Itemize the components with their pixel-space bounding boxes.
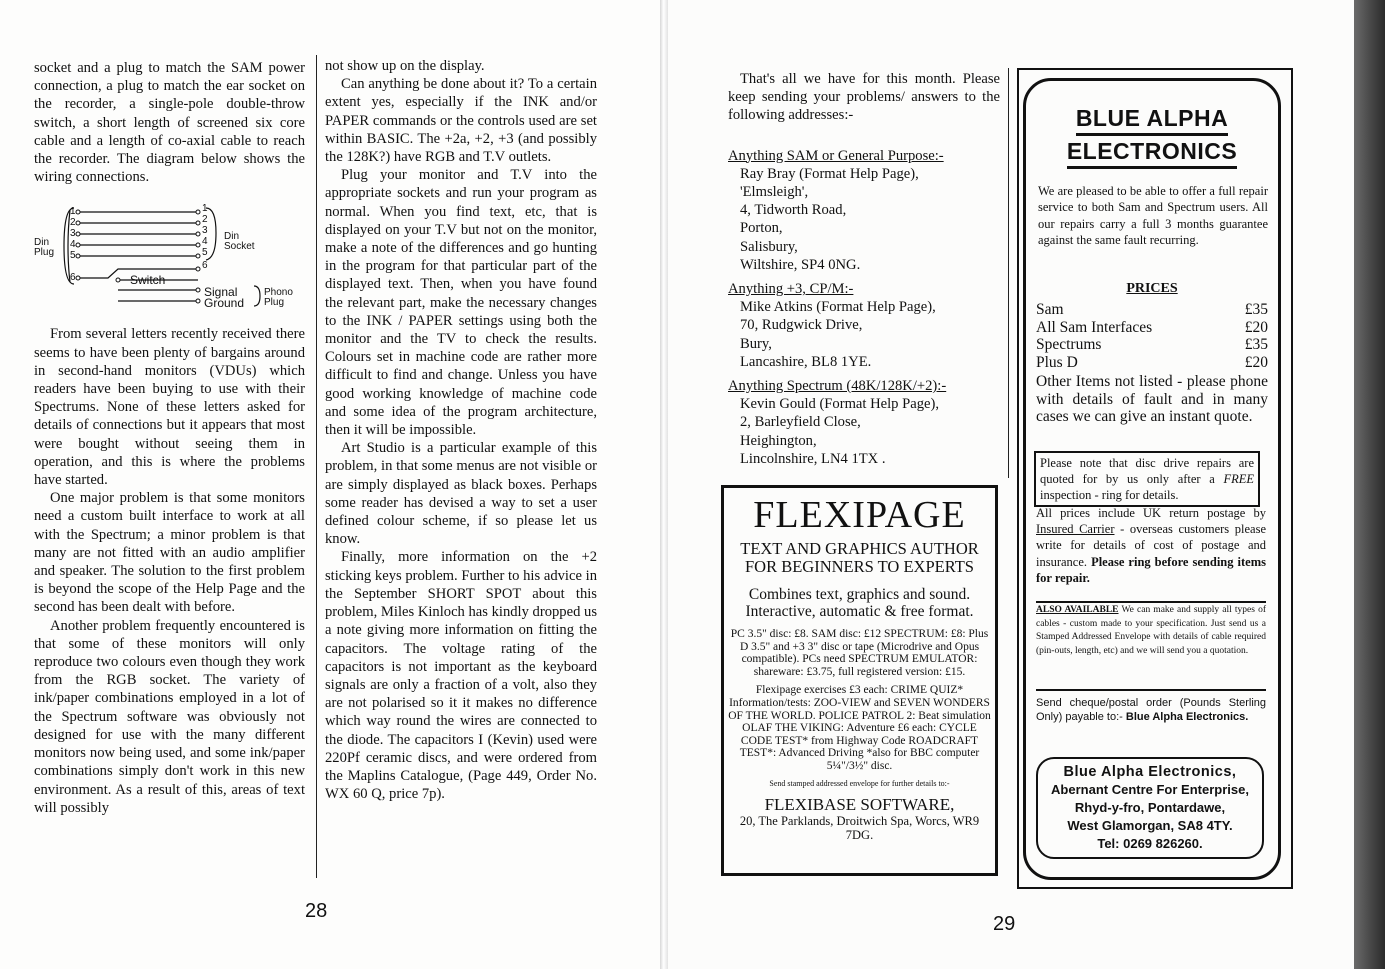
flexipage-title: FLEXIPAGE (753, 494, 966, 536)
cheque-payee: Blue Alpha Electronics. (1125, 711, 1249, 723)
also-available (1036, 601, 1266, 658)
notice-text: inspection - ring for details. (1040, 488, 1179, 502)
flexipage-address: 20, The Parklands, Droitwich Spa, Worcs, WR9 7DG. (739, 813, 980, 842)
pin-left-5: 5 (70, 250, 76, 262)
prices-heading: PRICES (1126, 281, 1178, 296)
price-row (1036, 354, 1268, 372)
address-line: Salisbury, (740, 238, 798, 255)
pin-left-4: 4 (70, 239, 76, 251)
flexipage-pricing: PC 3.5" disc: £8. SAM disc: £12 SPECTRUM: £8: Plus D 3.5" and +3 3" disc or tape (Microdrive and Opus compatible). PCs need SPECTRUM EMULATOR: shareware: £3.75, full registered version: £15. (730, 628, 989, 678)
address-line: Wiltshire, SP4 0NG. (740, 256, 861, 273)
price-item: All Sam Interfaces (1036, 318, 1153, 336)
address-line: Abernant Centre For Enterprise, (1051, 782, 1249, 797)
insured-carrier: Insured Carrier (1036, 522, 1115, 537)
logo-line-2: ELECTRONICS (1067, 136, 1237, 169)
notice-free: FREE (1223, 472, 1254, 486)
notice-text: Please note that disc drive repairs are quoted for by us only after a (1040, 456, 1254, 486)
right-column (325, 57, 597, 803)
flexipage-advert (721, 485, 998, 876)
pin-right-6: 6 (202, 260, 208, 272)
price-item: Sam (1036, 301, 1064, 318)
scan-edge (1354, 0, 1385, 969)
address-line: Lincolnshire, LN4 1TX . (740, 450, 886, 467)
address-block-plus3 (728, 280, 1000, 371)
other-items-text: Other Items not listed - please phone with details of fault and in many cases we can give an instant quote. (1036, 372, 1268, 426)
pin-right-1: 1 (202, 203, 208, 215)
address-heading: Anything SAM or General Purpose:- (728, 147, 944, 164)
address-line: Heighington, (740, 432, 817, 449)
blue-alpha-advert (1023, 78, 1281, 880)
logo-line-1: BLUE ALPHA (1076, 103, 1228, 136)
address-line: West Glamorgan, SA8 4TY. (1067, 818, 1233, 833)
also-heading: ALSO AVAILABLE (1036, 605, 1119, 615)
price-item: Spectrums (1036, 336, 1102, 354)
column-divider (1008, 68, 1009, 478)
page-gutter (660, 0, 668, 969)
postage-info (1036, 505, 1266, 586)
ground-label: Ground (204, 296, 245, 311)
postage-text: All prices include UK return postage by (1036, 506, 1266, 520)
blue-alpha-address (1036, 757, 1264, 859)
switch-label: Switch (130, 273, 166, 288)
flexipage-company: FLEXIBASE SOFTWARE, (764, 794, 955, 814)
closing-intro: That's all we have for this month. Please keep sending your problems/ answers to the following addresses:- (728, 71, 1000, 124)
address-line: 'Elmsleigh', (740, 184, 809, 201)
address-block-spectrum (728, 377, 1000, 468)
address-line: Ray Bray (Format Help Page), (740, 165, 919, 182)
left-column (34, 59, 305, 817)
address-heading: Anything +3, CP/M:- (728, 281, 854, 298)
address-line: 70, Rudgwick Drive, (740, 317, 863, 334)
price-row (1036, 301, 1268, 319)
pin-right-3: 3 (202, 225, 208, 237)
flexipage-envelope-note: Send stamped addressed envelope for further details to:- (769, 778, 950, 788)
cheque-text: Send cheque/postal order (Pounds Sterling Only) payable to:- (1036, 697, 1266, 723)
flexipage-features: Combines text, graphics and sound. Interactive, automatic & free format. (745, 586, 974, 620)
col2-paragraph: not show up on the display. (325, 58, 485, 74)
disc-drive-notice (1034, 451, 1260, 507)
pin-left-1: 1 (70, 206, 76, 218)
address-phone: Tel: 0269 826260. (1097, 836, 1203, 851)
pin-left-2: 2 (70, 217, 76, 229)
price-row (1036, 319, 1268, 337)
pin-left-6: 6 (70, 272, 76, 284)
column-divider (316, 55, 317, 878)
col1-paragraph: Another problem frequently encountered is that some of these monitors will only reproduce two colours even though they work from the RGB socket. The variety of ink/paper combinations employed in a lot of the Spectrum software was obviously not designed for use with the many different monitors now being used, and some ink/paper combinations simply don't work in this new environment. As a result of this, areas of text will possibly (34, 617, 305, 816)
flexipage-exercises: Flexipage exercises £3 each: CRIME QUIZ* Information/tests: ZOO-VIEW and SEVEN WONDERS OF THE WORLD. POLICE PATROL 2: Beat simulation OLAF THE VIKING: Adventure £6 each: CYCLE CODE TEST* from Highway Code ROADCRAFT TEST*: Advanced Driving *also for BBC computer 5¼"/3½" disc. (728, 684, 991, 772)
address-line: 4, Tidworth Road, (740, 202, 847, 219)
col2-paragraph: Can anything be done about it? To a certain extent yes, especially if the INK and/or PAPER commands or the controls used are set within BASIC. The +2a, +2, +3 (and possibly the 128K?) have RGB and T.V outlets. (325, 76, 597, 166)
address-line: Lancashire, BL8 1YE. (740, 353, 872, 370)
price-value: £20 (1244, 318, 1268, 336)
right-page (668, 0, 1354, 969)
din-socket-label: Din Socket (224, 231, 255, 253)
phono-plug-label: Phono Plug (264, 287, 293, 309)
pin-right-5: 5 (202, 247, 208, 259)
pin-left-3: 3 (70, 228, 76, 240)
col1-paragraph: socket and a plug to match the SAM power connection, a plug to match the ear socket on the recorder, a single-pole double-throw switch, a short length of screened six core cable and a length of co-axial cable to reach the recorder. The diagram below shows the wiring connections. (34, 60, 305, 186)
col1-paragraph: One major problem is that some monitors need a custom built interface to work at all with the Spectrum; a minor problem is that many are not fitted with an audio amplifier and speaker. The solution to the first problem is beyond the scope of the Help Page and the second has been dealt with before. (34, 490, 305, 616)
col2-paragraph: Plug your monitor and T.V into the appropriate sockets and run your program as normal. When you find text, etc, that is displayed on your T.V but not on the monitor, make a note of the differences and go hunting in the program for that particular part of the displayed text. Then, when you have found the relevant part, make the necessary changes to the INK / PAPER settings using both the monitor and the TV to check the results. Colours set in machine code are rather more difficult to find and change. Unless you have good working knowledge of machine code and some idea of the program architecture, then it will be impossible. (325, 167, 597, 439)
address-line: Bury, (740, 335, 772, 352)
pin-right-2: 2 (202, 214, 208, 226)
address-line: Rhyd-y-fro, Pontardawe, (1074, 800, 1226, 815)
address-brand: Blue Alpha Electronics, (1063, 764, 1237, 780)
left-page (0, 0, 660, 969)
blue-alpha-logo (1026, 103, 1278, 169)
also-text: We can make and supply all types of cables - custom made to your specification. Just send us a Stamped Addressed Envelope with details of cable required (pin-outs, length, etc) and we will send you a quotation. (1036, 605, 1266, 656)
signal-label: Signal (204, 285, 238, 300)
price-value: £35 (1244, 336, 1268, 354)
postage-warning: Please ring before sending items for repair. (1036, 554, 1266, 585)
col2-paragraph: Finally, more information on the +2 sticking keys problem. Further to his advice in the September SHORT SPOT about this problem, Miles Kinloch has kindly dropped us a note giving more information on fitting the capacitors. The voltage rating of the capacitors is not important as the keyboard signals are only a fraction of a volt, also they are not polarised so it it makes no difference which way round the wires are connected to the diode. The capacitors I (Kevin) used were 220Pf ceramic discs, and were ordered from the Maplins Catalogue, (Page 449, Order No. WX 60 Q, price 7p). (325, 549, 597, 803)
addresses-column (728, 70, 1000, 474)
price-list (1036, 301, 1268, 426)
price-value: £35 (1244, 301, 1268, 318)
address-line: 2, Barleyfield Close, (740, 414, 861, 431)
blue-alpha-intro: We are pleased to be able to offer a full repair service to both Sam and Spectrum users. All our repairs carry a full 3 months guarantee against the same fault recurring. (1038, 184, 1268, 247)
price-row (1036, 336, 1268, 354)
page-number-left: 28 (305, 900, 328, 922)
price-item: Plus D (1036, 354, 1078, 372)
address-block-sam (728, 147, 1000, 274)
cheque-info (1036, 689, 1266, 724)
postage-text: - overseas customers please write for details of cost of postage and insurance. (1036, 522, 1266, 569)
address-line: Kevin Gould (Format Help Page), (740, 396, 940, 413)
address-line: Porton, (740, 220, 783, 237)
price-value: £20 (1244, 354, 1268, 372)
wiring-diagram (34, 188, 305, 323)
page-number-right: 29 (993, 913, 1016, 935)
col2-paragraph: Art Studio is a particular example of this problem, in that some menus are not visible or are simply displayed as black boxes. Perhaps some reader has devised a way to set a user defined colour scheme, if so please let us know. (325, 440, 597, 548)
address-line: Mike Atkins (Format Help Page), (740, 299, 936, 316)
pin-right-4: 4 (202, 236, 208, 248)
din-plug-label: Din Plug (34, 237, 55, 259)
address-heading: Anything Spectrum (48K/128K/+2):- (728, 378, 947, 395)
flexipage-subtitle: TEXT AND GRAPHICS AUTHOR FOR BEGINNERS TO EXPERTS (740, 539, 979, 576)
col1-paragraph: From several letters recently received there seems to have been plenty of bargains around in second-hand monitors (VDUs) which readers have been buying to use with their Spectrums. None of these letters asked for details of connections but it appears that most were bought without seeing them in operation, and this is where the problems have started. (34, 326, 305, 489)
